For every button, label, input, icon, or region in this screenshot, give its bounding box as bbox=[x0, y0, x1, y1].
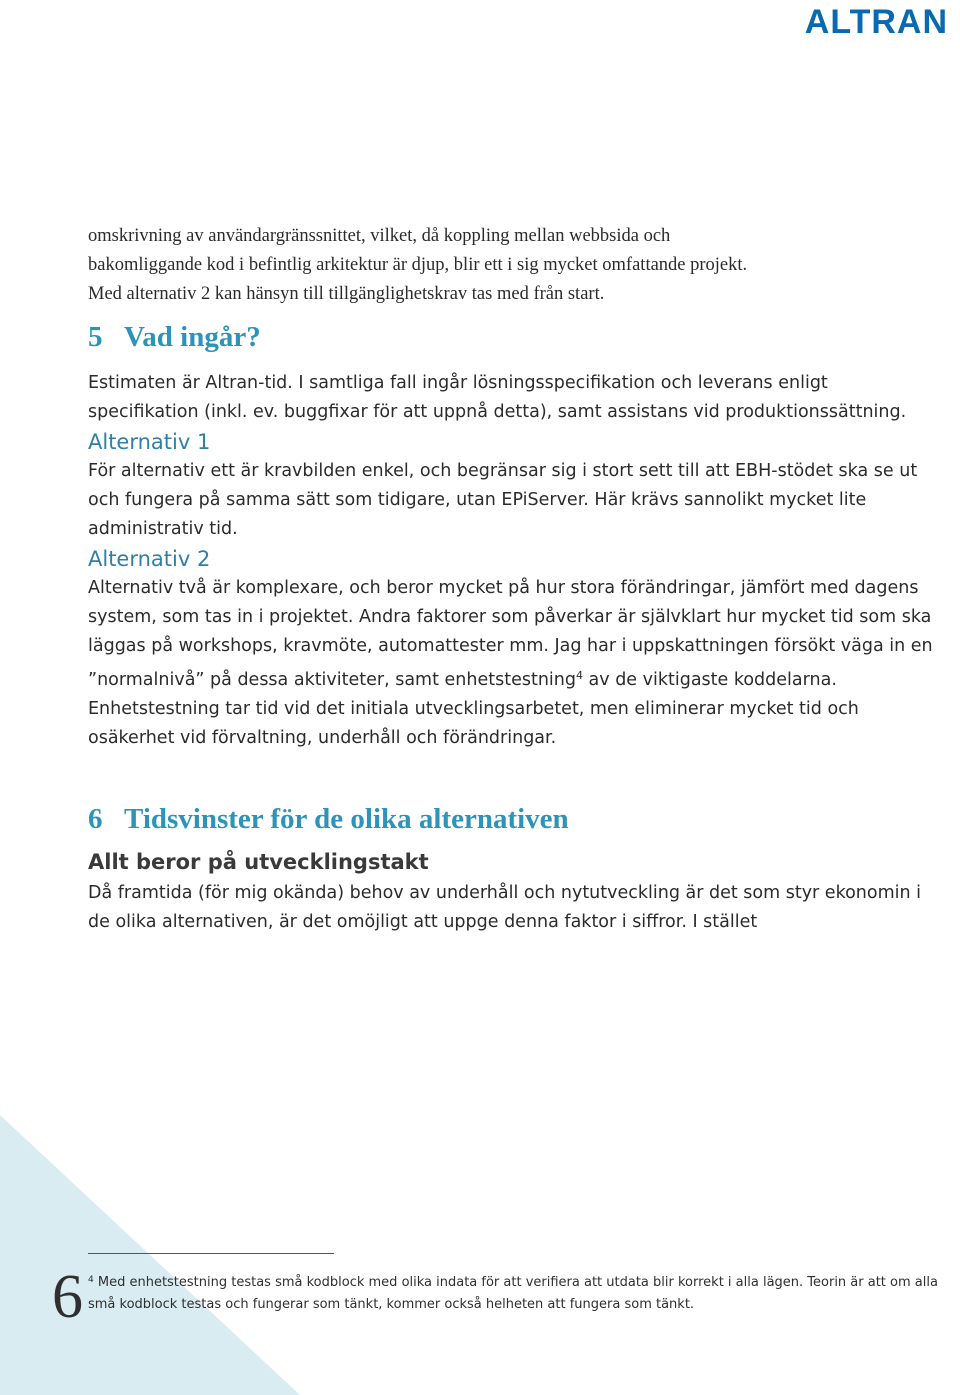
section-6-subheading: Allt beror på utvecklingstakt bbox=[88, 850, 429, 874]
alternativ-2-text-a: Alternativ två är komplexare, och beror mycket på hur stora förändringar, jämfört med dagens system, som tas in i projektet. Andra faktorer som påverkar är självklart hur mycket tid som ska läggas på workshops, kravmöte, automattester mm. Jag har i uppskattningen försökt väga in en ”normalnivå” på dessa aktiviteter, samt enhetstestning bbox=[88, 578, 933, 690]
section-6-number: 6 bbox=[88, 803, 103, 835]
intro-line-1: omskrivning av användargränssnittet, vilket, då koppling mellan webbsida och bbox=[88, 226, 671, 246]
section-6-body: Då framtida (för mig okända) behov av underhåll och nytutveckling är det som styr ekonomin i de olika alternativen, är det omöjligt att uppge denna faktor i siffror. I stället bbox=[88, 883, 922, 932]
corner-triangle bbox=[0, 1115, 300, 1395]
section-5-body: Estimaten är Altran-tid. I samtliga fall ingår lösningsspecifikation och leverans enligt specifikation (inkl. ev. buggfixar för att uppnå detta), samt assistans vid produktionssättning. bbox=[88, 373, 907, 422]
section-5-number: 5 bbox=[88, 321, 103, 353]
intro-line-2: bakomliggande kod i befintlig arkitektur är djup, blir ett i sig mycket omfattande projekt. bbox=[88, 255, 748, 275]
altran-logo: ALTRAN bbox=[804, 3, 948, 41]
footnote-marker: 4 bbox=[88, 1275, 94, 1285]
alternativ-1-heading: Alternativ 1 bbox=[88, 430, 211, 454]
footnote-divider bbox=[88, 1253, 334, 1254]
footnote-reference: 4 bbox=[575, 669, 583, 682]
alternativ-2-body bbox=[88, 574, 938, 753]
alternativ-2-heading: Alternativ 2 bbox=[88, 547, 211, 571]
corner-decoration bbox=[0, 1115, 300, 1395]
page-content bbox=[88, 222, 938, 937]
alternativ-2-text-b: av de viktigaste koddelarna. Enhetstestning tar tid vid det initiala utvecklingsarbetet, men eliminerar mycket tid och osäkerhet vid förvaltning, underhåll och förändringar. bbox=[88, 670, 859, 748]
section-6-title: Tidsvinster för de olika alternativen bbox=[124, 803, 569, 835]
section-5-heading bbox=[88, 317, 938, 357]
intro-line-3: Med alternativ 2 kan hänsyn till tillgänglighetskrav tas med från start. bbox=[88, 284, 605, 304]
footnote bbox=[88, 1269, 938, 1316]
footnote-text: Med enhetstestning testas små kodblock med olika indata för att verifiera att utdata blir korrekt i alla lägen. Teorin är att om alla små kodblock testas och fungerar som tänkt, kommer också helheten att fungera som tänkt. bbox=[88, 1275, 938, 1312]
alternativ-1-body: För alternativ ett är kravbilden enkel, och begränsar sig i stort sett till att EBH-stödet ska se ut och fungera på samma sätt som tidigare, utan EPiServer. Här krävs sannolikt mycket lite administrativ tid. bbox=[88, 461, 918, 539]
section-6-heading bbox=[88, 799, 938, 839]
section-5-title: Vad ingår? bbox=[124, 321, 261, 353]
page-number: 6 bbox=[52, 1263, 83, 1331]
